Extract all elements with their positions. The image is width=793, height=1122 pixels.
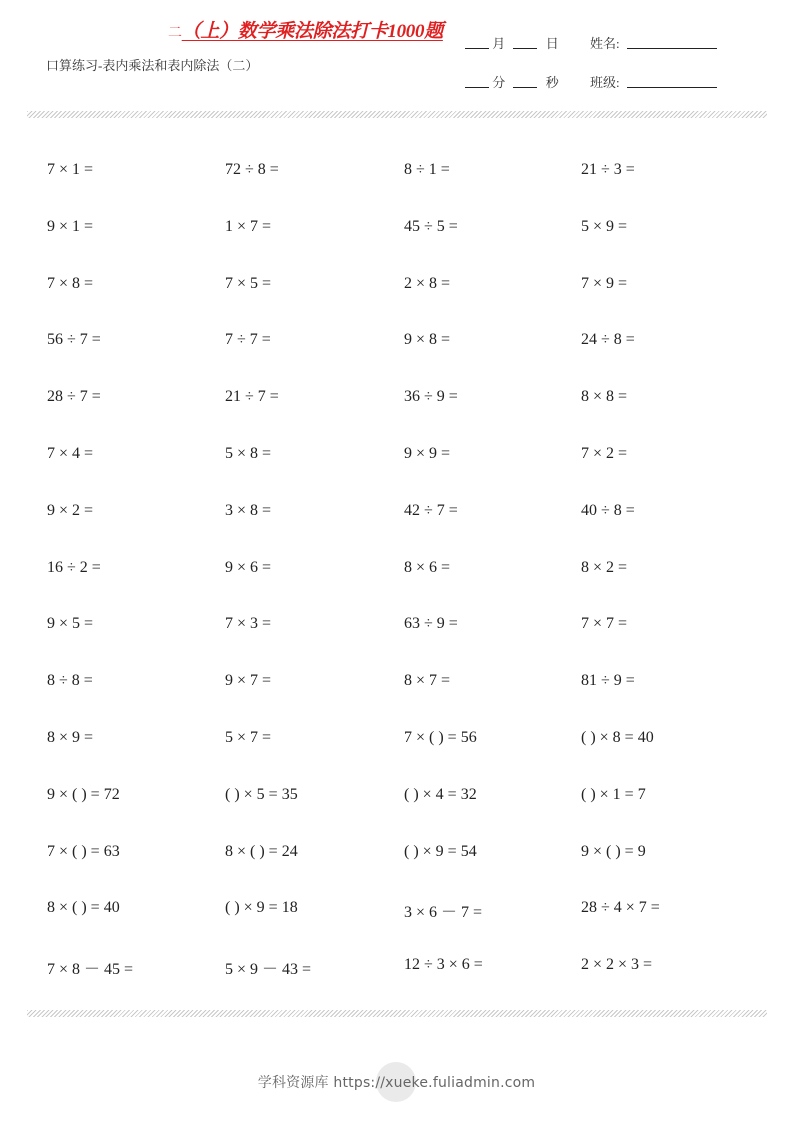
problem-r12-c4: ( ) × 1 = 7	[581, 785, 646, 803]
title-main: （上）数学乘法除法打卡1000题	[181, 21, 443, 42]
problem-r7-c1: 9 × 2 =	[47, 501, 94, 519]
problem-r13-c1: 7 × ( ) = 63	[47, 842, 120, 860]
problem-r1-c2: 72 ÷ 8 =	[225, 161, 279, 178]
problem-r4-c1: 56 ÷ 7 =	[47, 331, 101, 349]
problem-r3-c3: 2 × 8 =	[404, 274, 451, 292]
problem-r5-c1: 28 ÷ 7 =	[47, 388, 101, 406]
problem-r4-c4: 24 ÷ 8 =	[581, 331, 635, 349]
problem-r1-c3: 8 ÷ 1 =	[404, 161, 450, 178]
minute-label: 分	[492, 75, 506, 90]
minute-blank	[465, 87, 489, 88]
problem-r10-c2: 9 × 7 =	[225, 672, 272, 690]
problem-r3-c4: 7 × 9 =	[581, 274, 628, 292]
day-label: 日	[545, 36, 559, 51]
problem-r5-c2: 21 ÷ 7 =	[225, 388, 279, 406]
problem-r8-c2: 9 × 6 =	[225, 558, 272, 576]
top-divider	[27, 111, 767, 118]
problem-r13-c3: ( ) × 9 = 54	[404, 842, 477, 860]
problem-r3-c2: 7 × 5 =	[225, 274, 272, 292]
problem-r15-c1: 7 × 8 － 45 =	[47, 961, 134, 979]
problem-r11-c1: 8 × 9 =	[47, 729, 94, 746]
problem-r3-c1: 7 × 8 =	[47, 274, 94, 292]
problem-r7-c2: 3 × 8 =	[225, 501, 272, 519]
problem-r6-c4: 7 × 2 =	[581, 445, 628, 462]
problem-r2-c3: 45 ÷ 5 =	[404, 217, 458, 235]
problem-r15-c4: 2 × 2 × 3 =	[581, 956, 653, 974]
problem-r6-c3: 9 × 9 =	[404, 445, 451, 462]
problem-r15-c3: 12 ÷ 3 × 6 =	[404, 956, 483, 974]
problem-r11-c4: ( ) × 8 = 40	[581, 729, 654, 746]
time-line	[465, 72, 559, 91]
problem-r10-c1: 8 ÷ 8 =	[47, 672, 93, 690]
problem-r7-c3: 42 ÷ 7 =	[404, 501, 458, 519]
worksheet-title	[168, 16, 443, 43]
problem-r13-c4: 9 × ( ) = 9	[581, 842, 646, 860]
problem-r14-c1: 8 × ( ) = 40	[47, 899, 120, 917]
month-blank	[465, 48, 489, 49]
name-blank[interactable]	[627, 48, 717, 49]
problem-r9-c2: 7 × 3 =	[225, 615, 272, 633]
name-label: 姓名:	[590, 36, 620, 51]
footer	[0, 1072, 793, 1092]
class-label: 班级:	[590, 75, 620, 90]
problem-r12-c1: 9 × ( ) = 72	[47, 785, 120, 803]
problem-r2-c2: 1 × 7 =	[225, 217, 272, 235]
problem-r11-c2: 5 × 7 =	[225, 729, 272, 746]
problem-r10-c4: 81 ÷ 9 =	[581, 672, 635, 690]
problem-r10-c3: 8 × 7 =	[404, 672, 451, 690]
problem-r8-c1: 16 ÷ 2 =	[47, 558, 101, 576]
problem-r2-c1: 9 × 1 =	[47, 217, 94, 235]
problem-r15-c2: 5 × 9 － 43 =	[225, 961, 312, 979]
problem-r11-c3: 7 × ( ) = 56	[404, 729, 477, 746]
class-line	[590, 72, 717, 91]
problem-r9-c3: 63 ÷ 9 =	[404, 615, 458, 633]
name-line	[590, 33, 717, 52]
problem-r14-c4: 28 ÷ 4 × 7 =	[581, 899, 660, 917]
problem-r6-c2: 5 × 8 =	[225, 445, 272, 462]
problem-r4-c2: 7 ÷ 7 =	[225, 331, 271, 349]
problem-r12-c2: ( ) × 5 = 35	[225, 785, 298, 803]
day-blank	[513, 48, 537, 49]
problem-r6-c1: 7 × 4 =	[47, 445, 94, 462]
problem-r4-c3: 9 × 8 =	[404, 331, 451, 349]
bottom-divider	[27, 1010, 767, 1017]
class-blank[interactable]	[627, 87, 717, 88]
problem-r8-c3: 8 × 6 =	[404, 558, 451, 576]
problem-r1-c1: 7 × 1 =	[47, 161, 94, 178]
worksheet-subtitle: 口算练习-表内乘法和表内除法（二）	[46, 58, 259, 73]
second-blank	[513, 87, 537, 88]
problem-r1-c4: 21 ÷ 3 =	[581, 161, 635, 178]
footer-text: 学科资源库 https://xueke.fuliadmin.com	[257, 1075, 536, 1091]
title-prefix: 二	[168, 26, 182, 41]
month-label: 月	[492, 36, 506, 51]
problem-r14-c2: ( ) × 9 = 18	[225, 899, 298, 917]
problem-r9-c1: 9 × 5 =	[47, 615, 94, 633]
date-line	[465, 33, 559, 52]
second-label: 秒	[545, 75, 559, 90]
problem-r7-c4: 40 ÷ 8 =	[581, 501, 635, 519]
problem-r14-c3: 3 × 6 － 7 =	[404, 904, 483, 922]
problem-r9-c4: 7 × 7 =	[581, 615, 628, 633]
problem-r5-c3: 36 ÷ 9 =	[404, 388, 458, 406]
problem-r5-c4: 8 × 8 =	[581, 388, 628, 406]
problem-r2-c4: 5 × 9 =	[581, 217, 628, 235]
problem-r12-c3: ( ) × 4 = 32	[404, 785, 477, 803]
problem-r8-c4: 8 × 2 =	[581, 558, 628, 576]
problem-r13-c2: 8 × ( ) = 24	[225, 842, 298, 860]
